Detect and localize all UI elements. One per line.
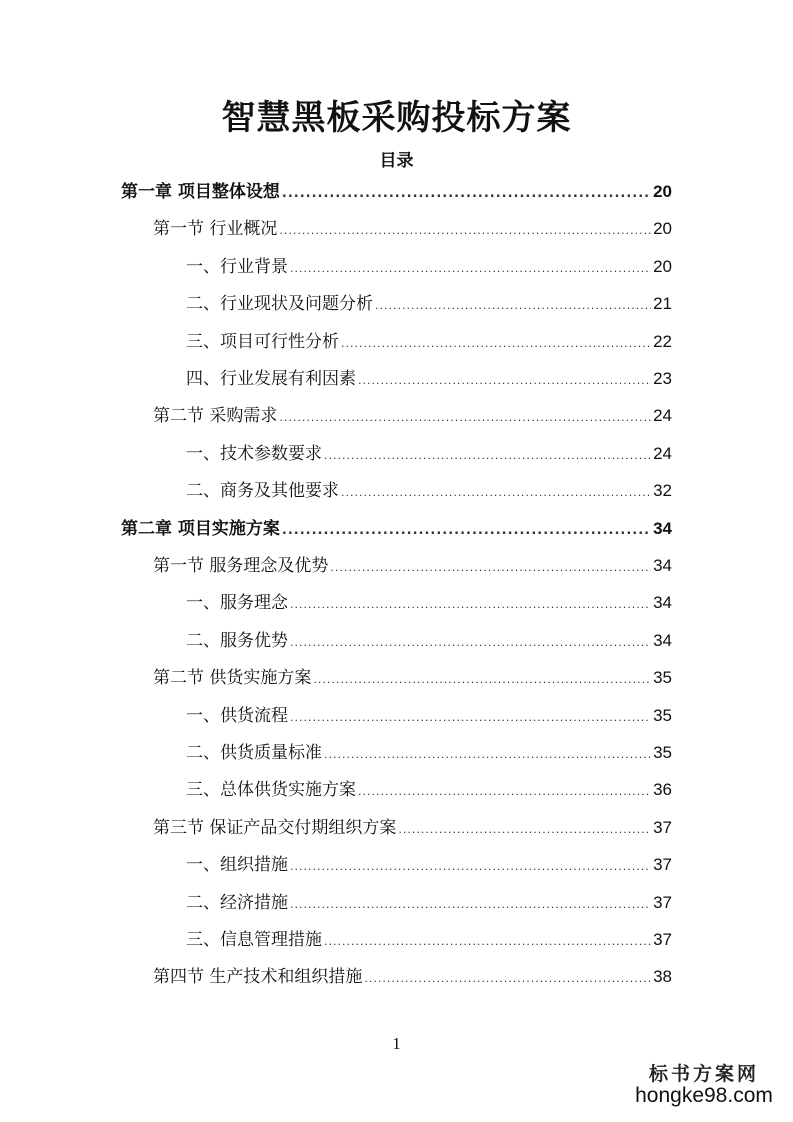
- toc-entry[interactable]: [153, 963, 672, 991]
- page-number: 1: [392, 1034, 401, 1053]
- toc-entry-label: 第二节 采购需求: [153, 406, 278, 427]
- toc-entry[interactable]: [153, 402, 672, 430]
- toc-dot-leader: [358, 778, 651, 806]
- toc-dot-leader: [375, 292, 651, 320]
- toc-dot-leader: [279, 217, 651, 245]
- watermark-text-cn: 标书方案网: [648, 1063, 759, 1085]
- toc-entry-page: 22: [653, 331, 672, 351]
- toc-entry-label: 第一章 项目整体设想: [121, 182, 280, 202]
- toc-dot-leader: [324, 928, 651, 956]
- toc-entry[interactable]: [153, 814, 672, 842]
- toc-entry-label: 三、项目可行性分析: [186, 331, 339, 352]
- toc-entry[interactable]: [186, 440, 672, 468]
- toc-entry-label: 二、行业现状及问题分析: [186, 294, 373, 315]
- toc-entry-page: 37: [653, 892, 672, 912]
- toc-entry-page: 35: [653, 743, 672, 762]
- toc-entry-page: 37: [653, 817, 672, 837]
- toc-entry[interactable]: [186, 926, 672, 954]
- toc-entry-label: 一、服务理念: [186, 593, 288, 614]
- toc-entry-page: 24: [653, 406, 672, 426]
- toc-entry[interactable]: [121, 515, 672, 543]
- toc-dot-leader: [282, 180, 651, 208]
- toc-entry-label: 三、信息管理措施: [186, 930, 322, 950]
- toc-entry-label: 二、经济措施: [186, 892, 288, 913]
- toc-entry-label: 一、供货流程: [186, 705, 288, 726]
- toc-entry-label: 一、组织措施: [186, 855, 288, 876]
- toc-entry-page: 21: [653, 294, 672, 314]
- toc-entry-label: 第二章 项目实施方案: [121, 518, 280, 539]
- toc-entry[interactable]: [186, 365, 672, 393]
- toc-entry[interactable]: [153, 215, 672, 243]
- toc-entry-page: 35: [653, 705, 672, 725]
- toc-dot-leader: [290, 853, 651, 881]
- toc-entry[interactable]: [153, 664, 672, 692]
- toc-entry-label: 一、行业背景: [186, 256, 288, 277]
- toc-dot-leader: [282, 517, 651, 545]
- toc-entry[interactable]: [186, 328, 672, 356]
- toc-heading: 目录: [379, 151, 414, 171]
- toc-dot-leader: [341, 330, 651, 358]
- toc-dot-leader: [364, 965, 651, 993]
- toc-dot-leader: [290, 591, 651, 619]
- toc-entry-page: 35: [653, 668, 672, 688]
- toc-entry[interactable]: [186, 477, 672, 505]
- toc-entry-page: 34: [653, 593, 672, 613]
- toc-dot-leader: [313, 666, 651, 694]
- toc-dot-leader: [330, 554, 651, 582]
- toc-entry[interactable]: [186, 739, 672, 767]
- toc-entry[interactable]: [186, 290, 672, 318]
- toc-entry-page: 32: [653, 481, 672, 501]
- toc-entry[interactable]: [153, 552, 672, 580]
- toc-entry[interactable]: [121, 178, 672, 206]
- toc-dot-leader: [324, 741, 651, 769]
- toc-dot-leader: [290, 891, 651, 919]
- toc-entry[interactable]: [186, 702, 672, 730]
- toc-entry-page: 20: [653, 219, 672, 239]
- toc-entry[interactable]: [186, 776, 672, 804]
- toc-entry-label: 三、总体供货实施方案: [186, 780, 356, 801]
- toc-entry-page: 37: [653, 930, 672, 949]
- toc-entry[interactable]: [186, 627, 672, 655]
- toc-entry-page: 34: [653, 518, 672, 538]
- toc-entry-page: 34: [653, 630, 672, 650]
- toc-entry-label: 二、供货质量标准: [186, 743, 322, 763]
- toc-entry[interactable]: [186, 851, 672, 879]
- toc-dot-leader: [358, 367, 651, 395]
- toc-entry-label: 第三节 保证产品交付期组织方案: [153, 817, 397, 838]
- watermark-text-en: hongke98.com: [635, 1084, 773, 1107]
- toc-entry-label: 二、服务优势: [186, 630, 288, 651]
- toc-entry-label: 第一节 服务理念及优势: [153, 556, 329, 576]
- toc-dot-leader: [398, 816, 651, 844]
- toc-entry-page: 34: [653, 556, 672, 575]
- toc-entry-page: 38: [653, 967, 672, 987]
- toc-entry-page: 20: [653, 256, 672, 276]
- toc-dot-leader: [290, 704, 651, 732]
- toc-entry-label: 四、行业发展有利因素: [186, 369, 356, 389]
- toc-dot-leader: [279, 404, 651, 432]
- watermark-logo: [629, 1059, 779, 1108]
- toc-dot-leader: [324, 442, 651, 470]
- toc-entry[interactable]: [186, 253, 672, 281]
- toc-entry-page: 36: [653, 780, 672, 800]
- toc-entry-page: 23: [653, 369, 672, 388]
- toc-entry-page: 24: [653, 443, 672, 463]
- toc-entry[interactable]: [186, 589, 672, 617]
- toc-entry-label: 二、商务及其他要求: [186, 481, 339, 502]
- toc-entry-page: 37: [653, 855, 672, 875]
- toc-entry-label: 第一节 行业概况: [153, 219, 278, 240]
- toc-entry-label: 一、技术参数要求: [186, 443, 322, 464]
- toc-entry-label: 第二节 供货实施方案: [153, 668, 312, 689]
- toc-dot-leader: [290, 629, 651, 657]
- toc-entry-page: 20: [653, 182, 672, 201]
- toc-dot-leader: [290, 255, 651, 283]
- toc-entry[interactable]: [186, 889, 672, 917]
- document-title: 智慧黑板采购投标方案: [221, 98, 572, 138]
- toc-dot-leader: [341, 479, 651, 507]
- toc-entry-label: 第四节 生产技术和组织措施: [153, 967, 363, 988]
